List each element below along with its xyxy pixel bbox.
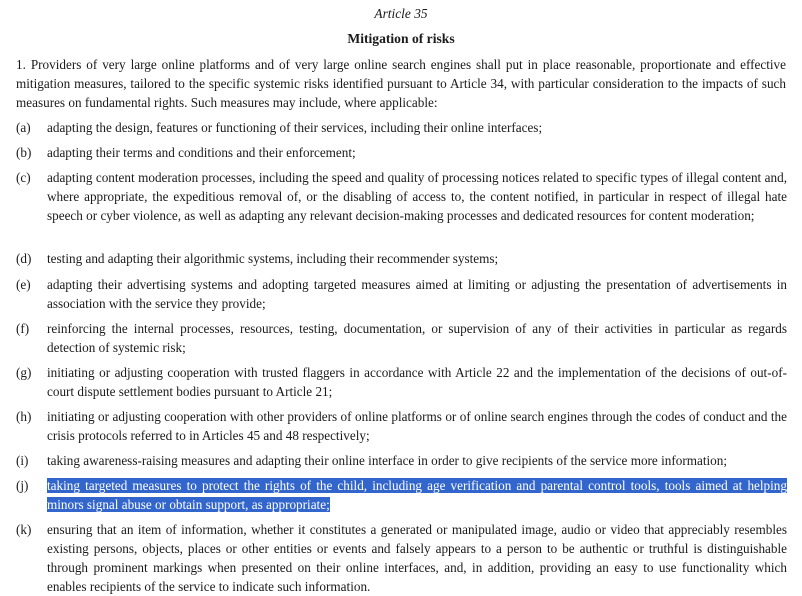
- item-label: (j): [16, 478, 29, 493]
- item-text[interactable]: testing and adapting their algorithmic systems, including their recommender systems;: [47, 251, 499, 266]
- item-label: (e): [16, 277, 31, 292]
- selection-highlight[interactable]: taking targeted measures to protect the rights of the child, including age verification and parental control tools, tools aimed at helping minors signal abuse or obtain support, as appropriate;: [47, 478, 787, 512]
- item-label: (k): [16, 522, 32, 537]
- item-label: (b): [16, 145, 32, 160]
- item-label: (f): [16, 321, 30, 336]
- item-text[interactable]: initiating or adjusting cooperation with other providers of online platforms or of online search engines through the codes of conduct and the crisis protocols referred to in Articles 45 and 48 respectively;: [47, 409, 787, 443]
- item-text[interactable]: adapting the design, features or functioning of their services, including their online interfaces;: [47, 120, 543, 135]
- item-text[interactable]: taking awareness-raising measures and adapting their online interface in order to give recipients of the service more information;: [47, 453, 728, 468]
- item-text[interactable]: adapting their terms and conditions and their enforcement;: [47, 145, 356, 160]
- item-text[interactable]: initiating or adjusting cooperation with trusted flaggers in accordance with Article 22 and the implementation of the decisions of out-of-court dispute settlement bodies pursuant to Article 21;: [47, 365, 787, 399]
- item-text-selected[interactable]: [47, 476, 787, 514]
- item-label: (g): [16, 365, 32, 380]
- item-label: (h): [16, 409, 32, 424]
- intro-paragraph[interactable]: 1. Providers of very large online platforms and of very large online search engines shall put in place reasonable, proportionate and effective mitigation measures, tailored to the specific systemic risks identified pursuant to Article 34, with particular consideration to the impacts of such measures on fundamental rights. Such measures may include, where applicable:: [16, 57, 786, 110]
- item-label: (c): [16, 170, 31, 185]
- item-text[interactable]: ensuring that an item of information, whether it constitutes a generated or manipulated image, audio or video that appreciably resembles existing persons, objects, places or other entities or events and falsely appears to a person to be authentic or truthful is distinguishable through prominent markings when presented on their online interfaces, and, in addition, providing an easy to use functionality which enables recipients of the service to indicate such information.: [47, 522, 787, 594]
- item-label: (d): [16, 251, 32, 266]
- article-title: Mitigation of risks: [347, 31, 455, 46]
- item-text[interactable]: reinforcing the internal processes, resources, testing, documentation, or supervision of any of their activities in particular as regards detection of systemic risk;: [47, 321, 787, 355]
- article-number: Article 35: [374, 6, 428, 21]
- item-label: (a): [16, 120, 31, 135]
- item-text[interactable]: adapting content moderation processes, including the speed and quality of processing notices related to specific types of illegal content and, where appropriate, the expeditious removal of, or the disabling of access to, the content notified, in particular in respect of illegal hate speech or cyber violence, as well as adapting any relevant decision-making processes and dedicated resources for content moderation;: [47, 170, 787, 223]
- item-label: (i): [16, 453, 29, 468]
- item-text[interactable]: adapting their advertising systems and adopting targeted measures aimed at limiting or adjusting the presentation of advertisements in association with the service they provide;: [47, 277, 787, 311]
